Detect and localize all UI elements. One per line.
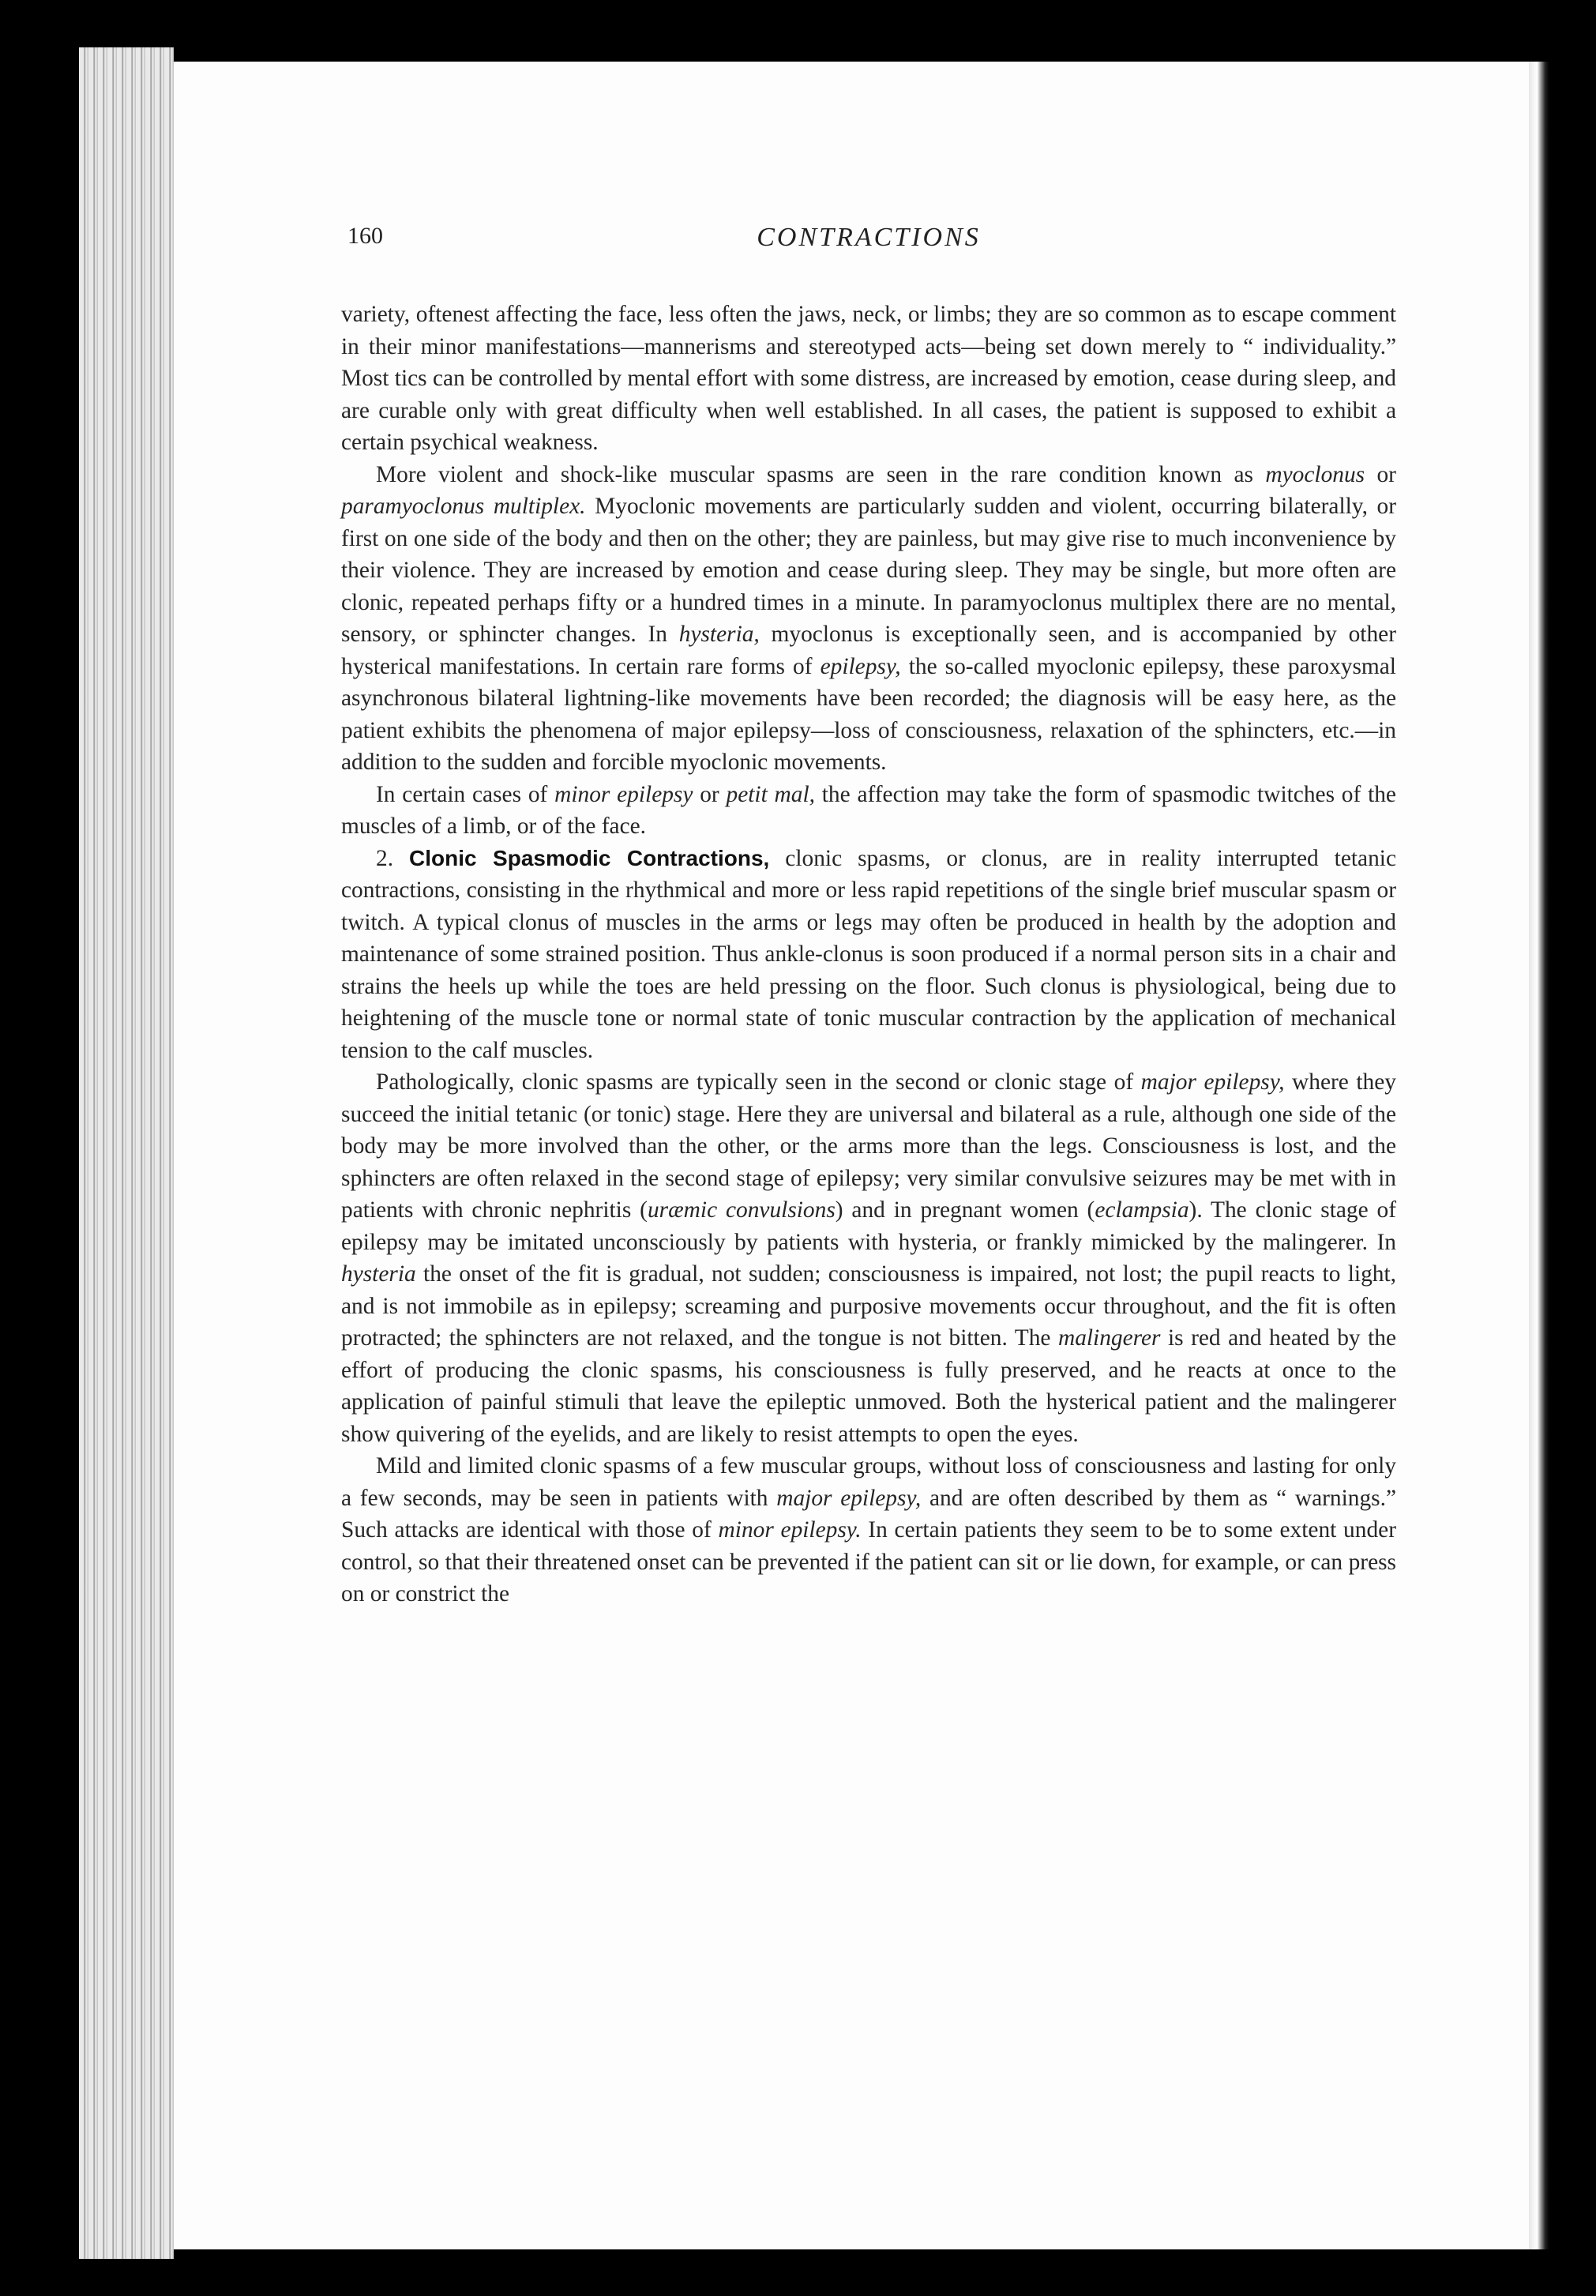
section-heading: Clonic Spasmodic Contractions, [409,845,770,870]
paragraph [341,299,1396,459]
italic-term: minor epilepsy. [718,1517,862,1543]
text-segment: and are often described by them as “ warnings.” Such attacks are identical with those of [341,1485,1396,1543]
running-head: CONTRACTIONS [757,223,981,252]
body-text [341,299,1396,1610]
page-header [347,223,1390,254]
text-segment: In certain cases of [376,781,555,807]
text-segment: myoclonus is exceptionally seen, and is accompanied by other hysterical manifestations. In certain rare forms of [341,622,1396,679]
italic-term: hysteria, [678,622,760,647]
paragraph [341,1066,1396,1450]
text-segment: the so-called myoclonic epilepsy, these paroxysmal asynchronous bilateral lightning-like movements have been recorded; the diagnosis will be easy here, as the patient exhibits the phenomena of major epilepsy—loss of consciousness, relaxation of the sphincters, etc.—in addition to the sudden and forcible myoclonic movements. [341,653,1396,775]
italic-term: major epilepsy, [1140,1069,1285,1095]
page-edges [79,47,174,2259]
text-segment: Myoclonic movements are particularly sudden and violent, occurring bilaterally, or first on one side of the body and then on the other; they are painless, but may give rise to much inconvenience by their violence. They are increased by emotion and cease during sleep. They may be single, but more often are clonic, repeated perhaps fifty or a hundred times in a minute. In paramyoclonus multiplex there are no mental, sensory, or sphincter changes. In [341,494,1397,647]
text-segment: In certain patients they seem to be to some extent under control, so that their threatened onset can be prevented if the patient can sit or lie down, for example, or can press on or constrict the [341,1517,1396,1606]
italic-term: minor epilepsy [554,781,693,807]
italic-term: major epilepsy, [776,1485,922,1511]
paragraph [341,1450,1396,1610]
paragraph [341,779,1396,843]
italic-term: hysteria [341,1261,416,1287]
text-segment: where they succeed the initial tetanic (or tonic) stage. Here they are universal and bilateral as a rule, although one side of the body may be more involved than the other, or the arms more than the legs. Consciousness is lost, and the sphincters are often relaxed in the second stage of epilepsy; very similar convulsive seizures may be met with in patients with chronic nephritis ( [341,1069,1396,1223]
text-segment: variety, oftenest affecting the face, less often the jaws, neck, or limbs; they are so common as to escape comment in their minor manifestations—mannerisms and stereotyped acts—being set down merely to “ individuality.” Most tics can be controlled by mental effort with some distress, are increased by emotion, cease during sleep, and are curable only with great difficulty when well established. In all cases, the patient is supposed to exhibit a certain psychical weakness. [341,302,1396,455]
italic-term: myoclonus [1265,461,1365,487]
text-segment: Mild and limited clonic spasms of a few muscular groups, without loss of consciousness and lasting for only a few seconds, may be seen in patients with [341,1453,1396,1511]
italic-term: malingerer [1057,1325,1161,1351]
paragraph [341,459,1396,779]
text-segment: is red and heated by the effort of producing the clonic spasms, his consciousness is fully preserved, and he reacts at once to the application of painful stimuli that leave the epileptic unmoved. Both the hysterical patient and the malingerer show quivering of the eyelids, and are likely to resist attempts to open the eyes. [341,1325,1397,1447]
italic-term: petit mal, [726,781,815,807]
italic-term: uræmic convulsions [647,1197,836,1223]
text-segment: clonic spasms, or clonus, are in reality interrupted tetanic contractions, consisting in the rhythmical and more or less rapid repetitions of the single brief muscular spasm or twitch. A typical clonus of muscles in the arms or legs may often be produced in health by the adoption and maintenance of some strained position. Thus ankle-clonus is soon produced if a normal person sits in a chair and strains the heels up while the toes are held pressing on the floor. Such clonus is physiological, being due to heightening of the muscle tone or normal state of tonic muscular contraction by the application of mechanical tension to the calf muscles. [341,845,1397,1063]
text-segment: the onset of the fit is gradual, not sudden; consciousness is impaired, not lost; the pupil reacts to light, and is not immobile as in epilepsy; screaming and purposive movements occur throughout, and the fit is often protracted; the sphincters are not relaxed, and the tongue is not bitten. The [341,1261,1396,1351]
text-segment: Pathologically, clonic spasms are typically seen in the second or clonic stage of [376,1069,1141,1095]
page-number: 160 [347,223,383,249]
text-segment: the affection may take the form of spasmodic twitches of the muscles of a limb, or of the face. [341,781,1396,839]
italic-term: epilepsy, [820,653,901,679]
italic-term: eclampsia [1095,1197,1189,1223]
text-segment: 2. [376,845,410,871]
text-segment: ). The clonic stage of epilepsy may be imitated unconsciously by patients with hysteria, or frankly mimicked by the malingerer. In [341,1197,1397,1255]
text-segment: ) and in pregnant women ( [835,1197,1095,1223]
text-segment: or [693,781,727,807]
paragraph [341,843,1396,1067]
text-segment: or [1365,461,1396,487]
text-segment: More violent and shock-like muscular spasms are seen in the rare condition known as [376,461,1266,487]
page-gutter-shadow [1529,62,1549,2249]
italic-term: paramyoclonus multiplex. [341,494,586,519]
